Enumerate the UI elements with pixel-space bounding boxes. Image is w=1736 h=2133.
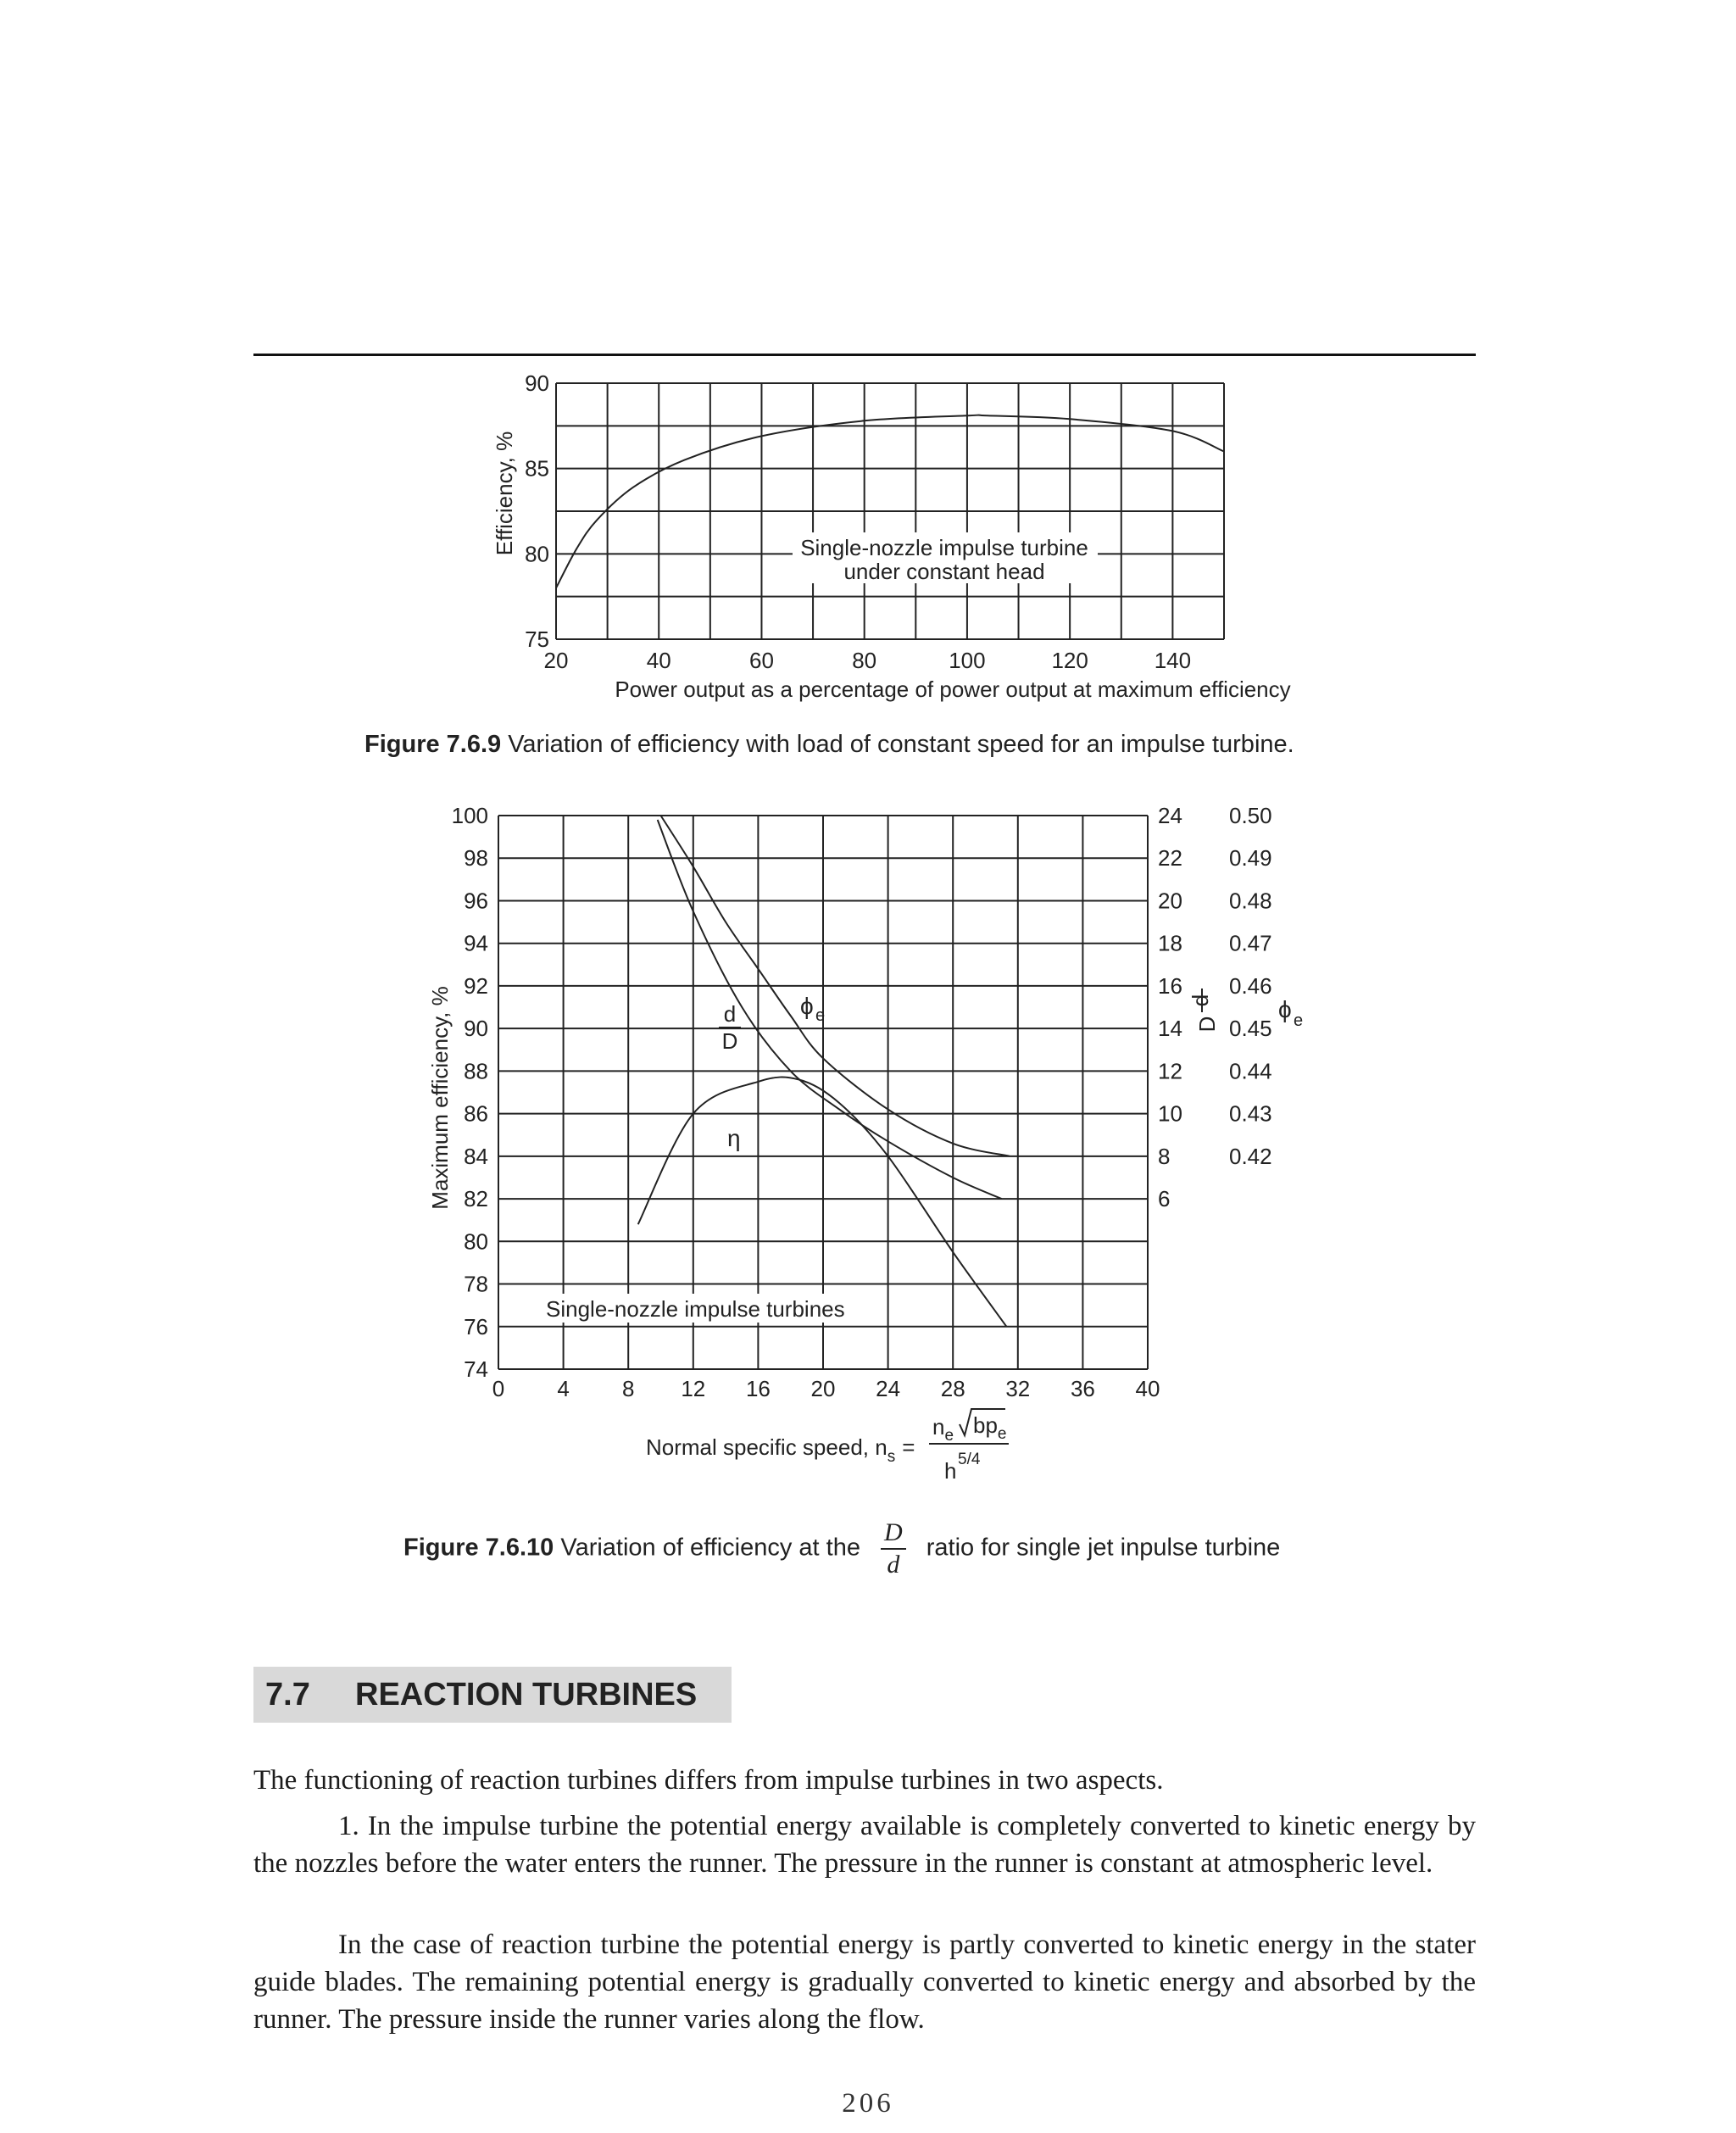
chart2-y-axis-label: Maximum efficiency, % (427, 986, 453, 1210)
chart1-x-ticks (544, 648, 1192, 673)
svg-text:ϕ: ϕ (1278, 996, 1292, 1022)
svg-text:D: D (721, 1028, 738, 1054)
figure-bottom-caption-text-before: Variation of efficiency at the (560, 1534, 860, 1562)
chart2-grid (498, 816, 1148, 1369)
chart2-x-tick-label: 28 (940, 1376, 965, 1401)
specific-speed-chart (427, 803, 1303, 1484)
chart2-x-tick-label: 12 (681, 1376, 706, 1401)
chart2-x-tick-label: 32 (1005, 1376, 1031, 1401)
chart2-x-tick-label: 8 (621, 1376, 635, 1401)
chart2-phi-ticks (1229, 803, 1272, 1169)
chart1-y-tick-label: 90 (525, 370, 549, 396)
curve-label-eta: η (727, 1125, 741, 1151)
chart1-y-axis-label: Efficiency, % (492, 431, 517, 556)
chart1-x-tick-label: 100 (949, 648, 986, 673)
chart1-y-tick-label: 80 (525, 541, 549, 567)
chart2-y-tick-label: 84 (464, 1143, 488, 1169)
svg-text:D: D (1194, 1016, 1220, 1033)
chart2-phi-tick-label: 0.46 (1229, 972, 1272, 999)
right-axis-phi-label (1278, 996, 1303, 1030)
caption-fraction-denominator: d (887, 1551, 900, 1579)
chart1-y-tick-label: 75 (525, 627, 549, 652)
chart2-x-tick-label: 24 (876, 1376, 901, 1401)
curve-label-dD (719, 1001, 741, 1054)
chart2-y-tick-label: 92 (464, 972, 488, 999)
chart2-dD-ticks (1158, 803, 1182, 1211)
svg-text:Normal specific speed, ns=: Normal specific speed, $n_s$ = (646, 1434, 915, 1466)
section-heading (253, 1667, 732, 1723)
chart2-dD-tick-label: 14 (1158, 1016, 1182, 1042)
chart1-x-tick-label: 60 (749, 648, 774, 673)
figure-bottom-caption (403, 1518, 1280, 1580)
svg-text:h: h (944, 1458, 957, 1484)
chart2-x-tick-label: 0 (492, 1376, 505, 1401)
svg-text:d: d (723, 1001, 737, 1027)
specific-speed-formula (929, 1409, 1009, 1484)
chart1-x-tick-label: 20 (543, 648, 569, 673)
curve-label-phi (800, 993, 825, 1025)
figure-bottom-caption-text-after: ratio for single jet inpulse turbine (926, 1534, 1281, 1562)
chart1-x-tick-label: 120 (1051, 648, 1088, 673)
chart1-x-axis-label: Power output as a percentage of power output at maximum efficiency (615, 677, 1291, 702)
paragraph-1: The functioning of reaction turbines differs from impulse turbines in two aspects. (253, 1765, 1164, 1796)
chart2-y-tick-label: 88 (464, 1058, 488, 1084)
chart2-y-tick-label: 78 (464, 1271, 488, 1297)
chart2-y-ticks (452, 803, 488, 1382)
chart1-x-tick-label: 40 (646, 648, 671, 673)
chart2-y-tick-label: 82 (464, 1186, 488, 1212)
chart1-annotation-line1: Single-nozzle impulse turbine (800, 535, 1088, 560)
chart2-y-tick-label: 80 (464, 1228, 488, 1255)
chart2-y-tick-label: 86 (464, 1100, 488, 1127)
chart2-dD-tick-label: 24 (1158, 803, 1182, 828)
svg-text:e: e (815, 1006, 826, 1025)
chart1-y-tick-label: 85 (525, 455, 549, 482)
figure-top-caption-text: Variation of efficiency with load of constant speed for an impulse turbine. (508, 731, 1294, 758)
chart1-x-tick-label: 140 (1154, 648, 1192, 673)
caption-fraction-numerator: D (881, 1518, 906, 1550)
chart1-annotation-line2: under constant head (843, 559, 1045, 584)
chart2-y-tick-label: 98 (464, 845, 488, 872)
chart2-phi-tick-label: 0.47 (1229, 930, 1272, 956)
chart2-dD-tick-label: 6 (1158, 1186, 1171, 1212)
figure-top-caption (364, 731, 1294, 759)
chart2-phi-tick-label: 0.45 (1229, 1016, 1272, 1042)
figure-bottom-caption-label: Figure 7.6.10 (403, 1534, 554, 1562)
chart2-phi-tick-label: 0.49 (1229, 845, 1272, 872)
caption-fraction (881, 1518, 906, 1580)
svg-text:ne: $n_e$ (932, 1414, 954, 1445)
svg-text:e: e (1294, 1011, 1304, 1030)
chart2-phi-tick-label: 0.42 (1229, 1143, 1272, 1169)
chart2-y-tick-label: 94 (464, 930, 488, 956)
svg-text:ϕ: ϕ (800, 993, 814, 1019)
chart2-phi-tick-label: 0.50 (1229, 803, 1272, 828)
chart2-dD-tick-label: 12 (1158, 1058, 1182, 1084)
chart1-x-tick-label: 80 (852, 648, 877, 673)
right-axis-dD-label (1188, 989, 1220, 1032)
paragraph-2: 1. In the impulse turbine the potential energy available is completely converted to kinetic energy by the nozzles before the water enters the runner. The pressure in the runner is constant at atmospheric level. (253, 1811, 1476, 1879)
chart2-dD-tick-label: 8 (1158, 1143, 1171, 1169)
chart2-phi-tick-label: 0.44 (1229, 1058, 1272, 1084)
chart2-dD-tick-label: 18 (1158, 930, 1182, 956)
chart2-phi-tick-label: 0.48 (1229, 888, 1272, 914)
chart2-x-axis-label (646, 1409, 1009, 1484)
chart2-dD-tick-label: 22 (1158, 845, 1182, 872)
efficiency-load-chart (492, 370, 1291, 702)
chart2-x-tick-label: 4 (557, 1376, 570, 1401)
paragraph-3: In the case of reaction turbine the potential energy is partly converted to kinetic energy in the stater guide blades. The remaining potential energy is gradually converted to kinetic energy and absorbed by the runner. The pressure inside the runner varies along the flow. (253, 1930, 1476, 2035)
chart2-x-tick-label: 40 (1135, 1376, 1160, 1401)
figure-top-caption-label: Figure 7.6.9 (364, 731, 502, 758)
page-number: 206 (842, 2088, 894, 2119)
section-title: REACTION TURBINES (355, 1677, 698, 1713)
section-number: 7.7 (265, 1677, 310, 1713)
chart2-y-tick-label: 100 (451, 803, 488, 828)
chart2-x-tick-label: 16 (745, 1376, 771, 1401)
chart2-dD-tick-label: 20 (1158, 888, 1182, 914)
chart2-dD-tick-label: 10 (1158, 1100, 1182, 1127)
chart1-grid (556, 383, 1224, 639)
chart2-annotation: Single-nozzle impulse turbines (546, 1296, 845, 1322)
chart2-y-tick-label: 96 (464, 888, 488, 914)
svg-text:bpe: $bp_e$ (973, 1412, 1007, 1443)
chart2-y-tick-label: 76 (464, 1313, 488, 1339)
svg-text:d: d (1188, 994, 1213, 1007)
chart1-y-ticks (525, 370, 549, 652)
chart2-y-tick-label: 74 (464, 1356, 488, 1382)
chart2-x-ticks (492, 1376, 1160, 1401)
chart2-dD-tick-label: 16 (1158, 972, 1182, 999)
svg-text:5/4: 5/4 (958, 1451, 981, 1468)
chart2-x-tick-label: 36 (1070, 1376, 1095, 1401)
chart2-x-tick-label: 20 (810, 1376, 836, 1401)
chart2-y-tick-label: 90 (464, 1016, 488, 1042)
chart2-phi-tick-label: 0.43 (1229, 1100, 1272, 1127)
